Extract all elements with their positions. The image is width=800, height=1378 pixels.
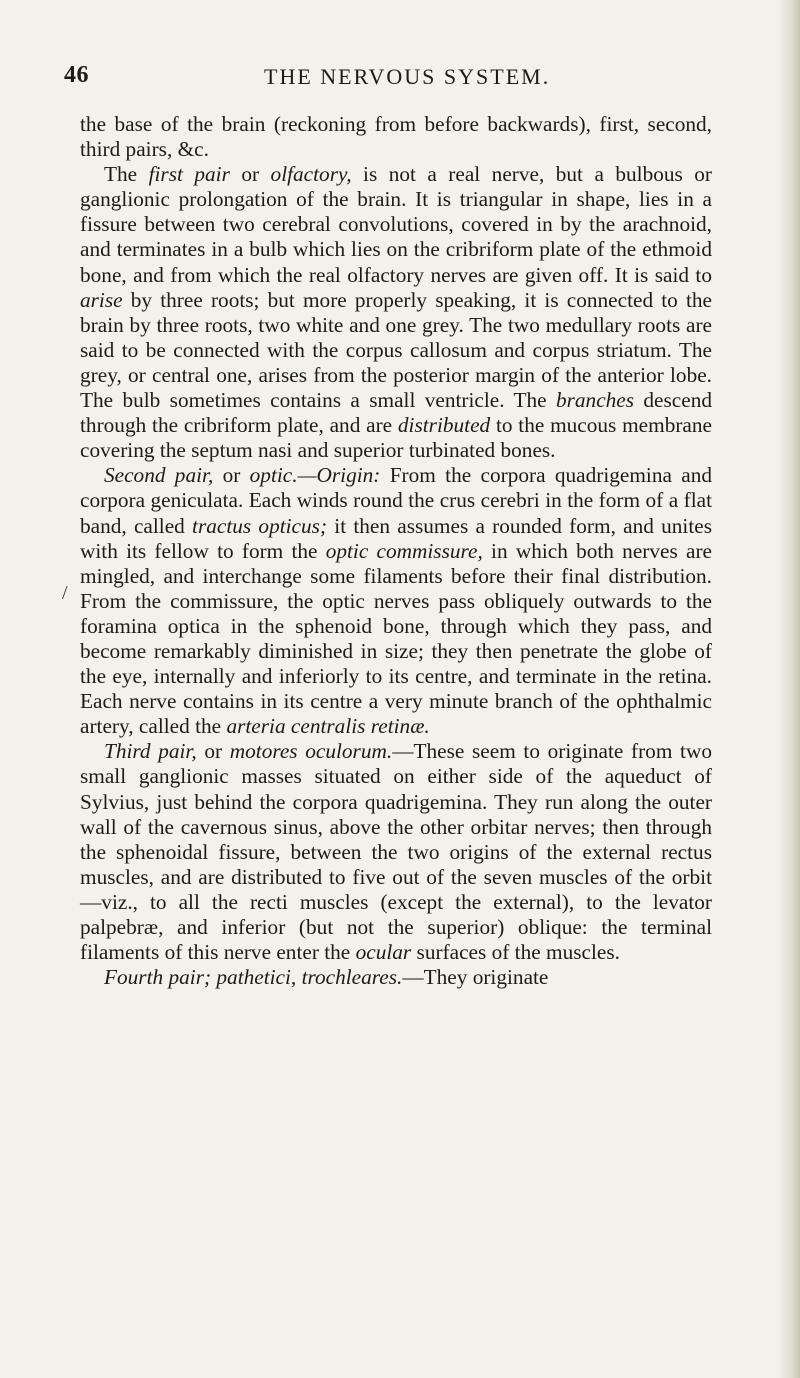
paragraph-second-pair [80,463,712,739]
text-run: the base of the brain (reckoning from before backwards), first, second, third pairs, &c. [80,112,712,162]
text-run: descend through the cribriform plate, and are [80,388,712,438]
italic-term: optic.—Origin: [249,463,381,488]
italic-term: motores oculorum. [229,739,393,764]
italic-term: first pair [148,162,230,187]
text-run: is not a real nerve, but a bulbous or ganglionic prolongation of the brain. It is triangular in shape, lies in a fissure between two cerebral convolutions, covered in by the arachnoid, and terminates in a bulb which lies on the cribriform plate of the ethmoid bone, and from which the real olfactory nerves are given off. It is said to [80,162,713,287]
text-run: or [196,739,230,764]
italic-term: optic commissure, [325,538,483,563]
italic-term: arteria centralis retinæ. [226,714,430,739]
italic-term: Third pair, [104,739,197,764]
italic-term: branches [555,388,635,413]
paragraph-fourth-pair [80,965,712,990]
italic-term: Second pair, [104,463,214,488]
text-run: it then assumes a rounded form, and unites with its fellow to form the [80,513,712,563]
italic-term: distributed [397,413,491,438]
paragraph-continuation [80,112,712,162]
page-header [64,62,724,96]
text-run: in which both nerves are mingled, and interchange some filaments before their final distribution. From the commissure, the optic nerves pass obliquely outwards to the foramina optica in the sphenoid bone, through which they pass, and become remarkably diminished in size; they then penetrate the globe of the eye, internally and inferiorly to its centre, and terminate in the retina. Each nerve contains in its centre a very minute branch of the ophthalmic artery, called the [80,538,712,739]
margin-mark: / [62,582,68,604]
text-run: or [229,162,271,187]
italic-term: olfactory, [270,162,352,187]
text-run: surfaces of the muscles. [411,940,620,965]
text-run: —They originate [402,965,549,990]
text-run: The [104,162,149,187]
text-run: to the mucous membrane covering the septum nasi and superior turbinated bones. [80,413,712,463]
text-run: or [213,463,250,488]
body-text [80,112,712,990]
paragraph-third-pair [80,739,712,965]
running-head: THE NERVOUS SYSTEM. [264,64,551,89]
text-run: From the corpora quadrigemina and corpora geniculata. Each winds round the crus cerebri in the form of a flat band, called [80,463,713,538]
paragraph-first-pair [80,162,712,463]
italic-term: tractus opticus; [192,513,328,538]
italic-term: ocular [355,940,412,965]
text-run: —These seem to originate from two small ganglionic masses situated on either side of the aqueduct of Sylvius, just behind the corpora quadrigemina. They run along the outer wall of the cavernous sinus, above the other orbitar nerves; then through the sphenoidal fissure, between the two origins of the external rectus muscles, and are distributed to five out of the seven muscles of the orbit—viz., to all the recti muscles (except the external), to the levator palpebræ, and inferior (but not the superior) oblique: the terminal filaments of this nerve enter the [80,739,712,965]
page-edge-shadow [778,0,800,1378]
italic-term: Fourth pair; pathetici, trochleares. [104,965,403,990]
text-run: by three roots; but more properly speaking, it is connected to the brain by three roots, two white and one grey. The two medullary roots are said to be connected with the corpus callosum and corpus striatum. The grey, or central one, arises from the posterior margin of the anterior lobe. The bulb sometimes contains a small ventricle. The [80,287,712,413]
italic-term: arise [80,287,123,312]
page-number: 46 [64,62,89,88]
